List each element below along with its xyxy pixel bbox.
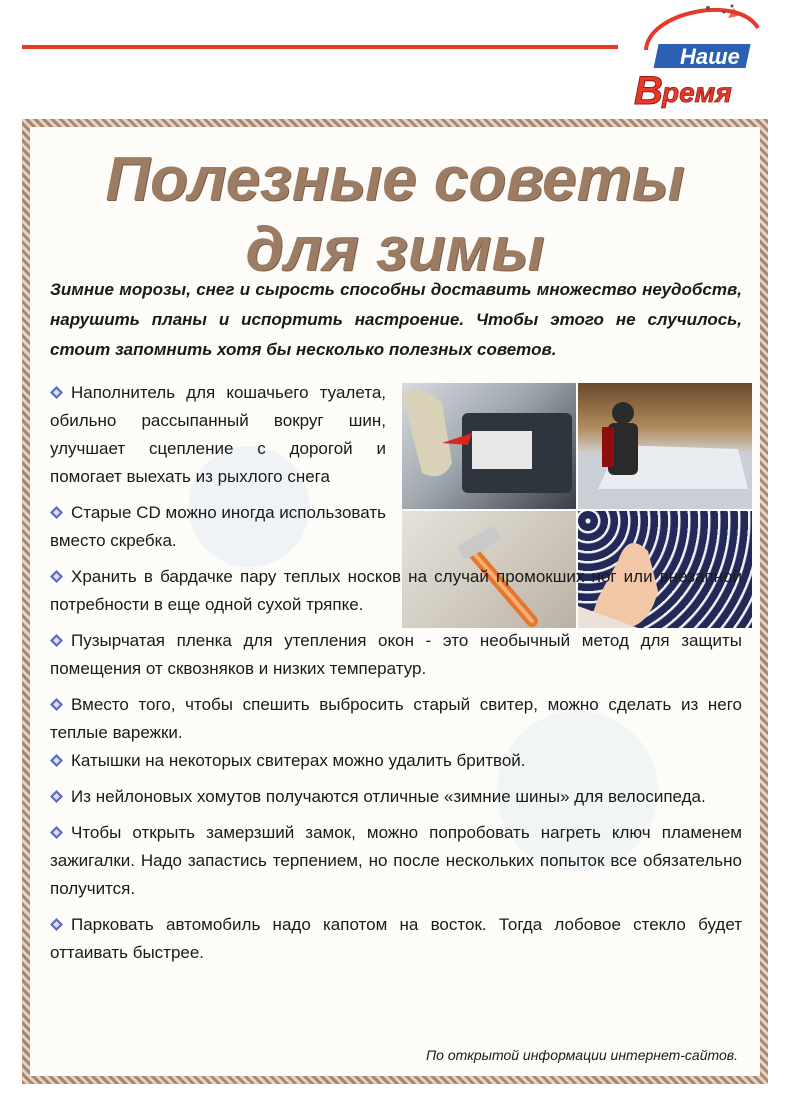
tip-item — [50, 627, 742, 683]
diamond-bullet-icon — [50, 754, 63, 767]
diamond-bullet-icon — [50, 918, 63, 931]
diamond-bullet-icon — [50, 790, 63, 803]
diamond-bullet-icon — [50, 506, 63, 519]
tips-list — [50, 379, 742, 975]
tip-item — [50, 563, 742, 619]
tip-item — [50, 747, 742, 775]
diamond-bullet-icon — [50, 570, 63, 583]
tip-text: Наполнитель для кошачьего туалета, обильно рассыпанный вокруг шин, улучшает сцепление с дорогой и помогает выехать из рыхлого снега — [50, 383, 386, 486]
svg-text:Наше: Наше — [680, 44, 740, 69]
tip-text: Хранить в бардачке пару теплых носков на случай промокших ног или внезапной потребности в еще одной сухой тряпке. — [50, 567, 742, 614]
tip-item — [50, 819, 742, 903]
tip-text: Вместо того, чтобы спешить выбросить старый свитер, можно сделать из него теплые варежки. — [50, 695, 742, 742]
diamond-bullet-icon — [50, 698, 63, 711]
tip-item — [50, 499, 386, 555]
title-line-1: Полезные советы — [105, 145, 685, 214]
diamond-bullet-icon — [50, 826, 63, 839]
tip-item — [50, 783, 742, 811]
newspaper-logo — [628, 0, 776, 112]
diamond-bullet-icon — [50, 386, 63, 399]
source-note: По открытой информации интернет-сайтов. — [426, 1047, 738, 1063]
tip-item — [50, 691, 742, 747]
article-lead: Зимние морозы, снег и сырость способны доставить множество неудобств, нарушить планы и испортить настроение. Чтобы этого не случилось, стоит запомнить хотя бы несколько полезных советов. — [50, 280, 742, 359]
svg-text:ремя: ремя — [662, 77, 732, 108]
tip-text: Чтобы открыть замерзший замок, можно попробовать нагреть ключ пламенем зажигалки. Надо запастись терпением, но после нескольких попыток все обязательно получится. — [50, 823, 742, 898]
tip-text: Катышки на некоторых свитерах можно удалить бритвой. — [71, 751, 526, 770]
tip-text: Из нейлоновых хомутов получаются отличные «зимние шины» для велосипеда. — [71, 787, 706, 806]
tip-text: Парковать автомобиль надо капотом на восток. Тогда лобовое стекло будет оттаивать быстрее. — [50, 915, 742, 962]
header-rule — [22, 45, 618, 49]
tip-text: Пузырчатая пленка для утепления окон - это необычный метод для защиты помещения от сквозняков и низких температур. — [50, 631, 742, 678]
svg-text:В: В — [634, 69, 663, 112]
title-line-2: для зимы — [245, 215, 545, 284]
diamond-bullet-icon — [50, 634, 63, 647]
article-title — [30, 145, 760, 285]
tip-text: Старые CD можно иногда использовать вместо скребка. — [50, 503, 386, 550]
article-frame — [22, 119, 768, 1084]
tip-item — [50, 379, 386, 491]
tip-item — [50, 911, 742, 967]
